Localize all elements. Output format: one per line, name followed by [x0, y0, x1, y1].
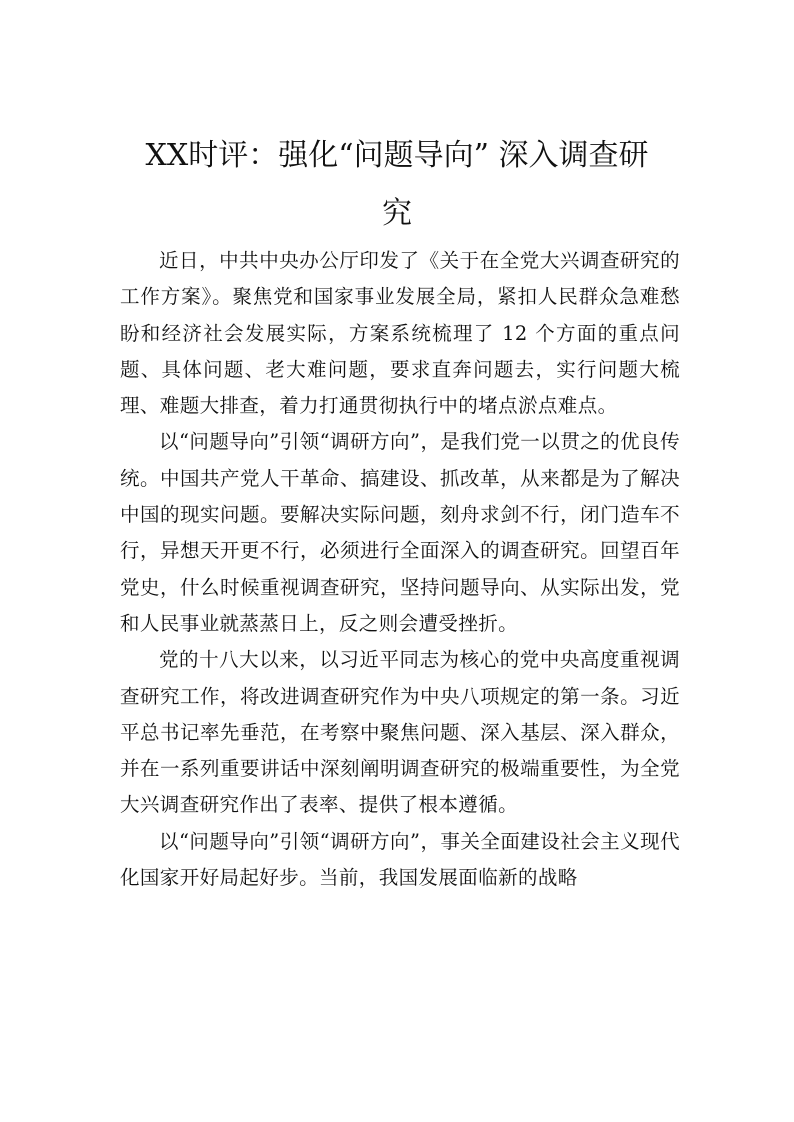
paragraph-4: 以“问题导向”引领“调研方向”，事关全面建设社会主义现代化国家开好局起好步。当前，我国发展面临新的战略 — [120, 829, 680, 890]
paragraph-2: 以“问题导向”引领“调研方向”，是我们党一以贯之的优良传统。中国共产党人干革命、搞建设、抓改革，从来都是为了解决中国的现实问题。要解决实际问题，刻舟求剑不行，闭门造车不行，异想天开更不行，必须进行全面深入的调查研究。回望百年党史，什么时候重视调查研究，坚持问题导向、从实际出发，党和人民事业就蒸蒸日上，反之则会遭受挫折。 — [120, 430, 680, 635]
document-title-line2: 究 — [382, 196, 412, 231]
document-title-line1: XX时评：强化“问题导向” 深入调查研 — [145, 138, 649, 173]
paragraph-1: 近日，中共中央办公厅印发了《关于在全党大兴调查研究的工作方案》。聚焦党和国家事业发展全局，紧扣人民群众急难愁盼和经济社会发展实际，方案系统梳理了 12 个方面的重点问题、具体问题、老大难问题，要求直奔问题去，实行问题大梳理、难题大排查，着力打通贯彻执行中的堵点淤点难点。 — [120, 249, 680, 418]
document-body — [120, 243, 680, 896]
paragraph-3: 党的十八大以来，以习近平同志为核心的党中央高度重视调查研究工作，将改进调查研究作为中央八项规定的第一条。习近平总书记率先垂范，在考察中聚焦问题、深入基层、深入群众，并在一系列重要讲话中深刻阐明调查研究的极端重要性，为全党大兴调查研究作出了表率、提供了根本遵循。 — [120, 648, 680, 817]
